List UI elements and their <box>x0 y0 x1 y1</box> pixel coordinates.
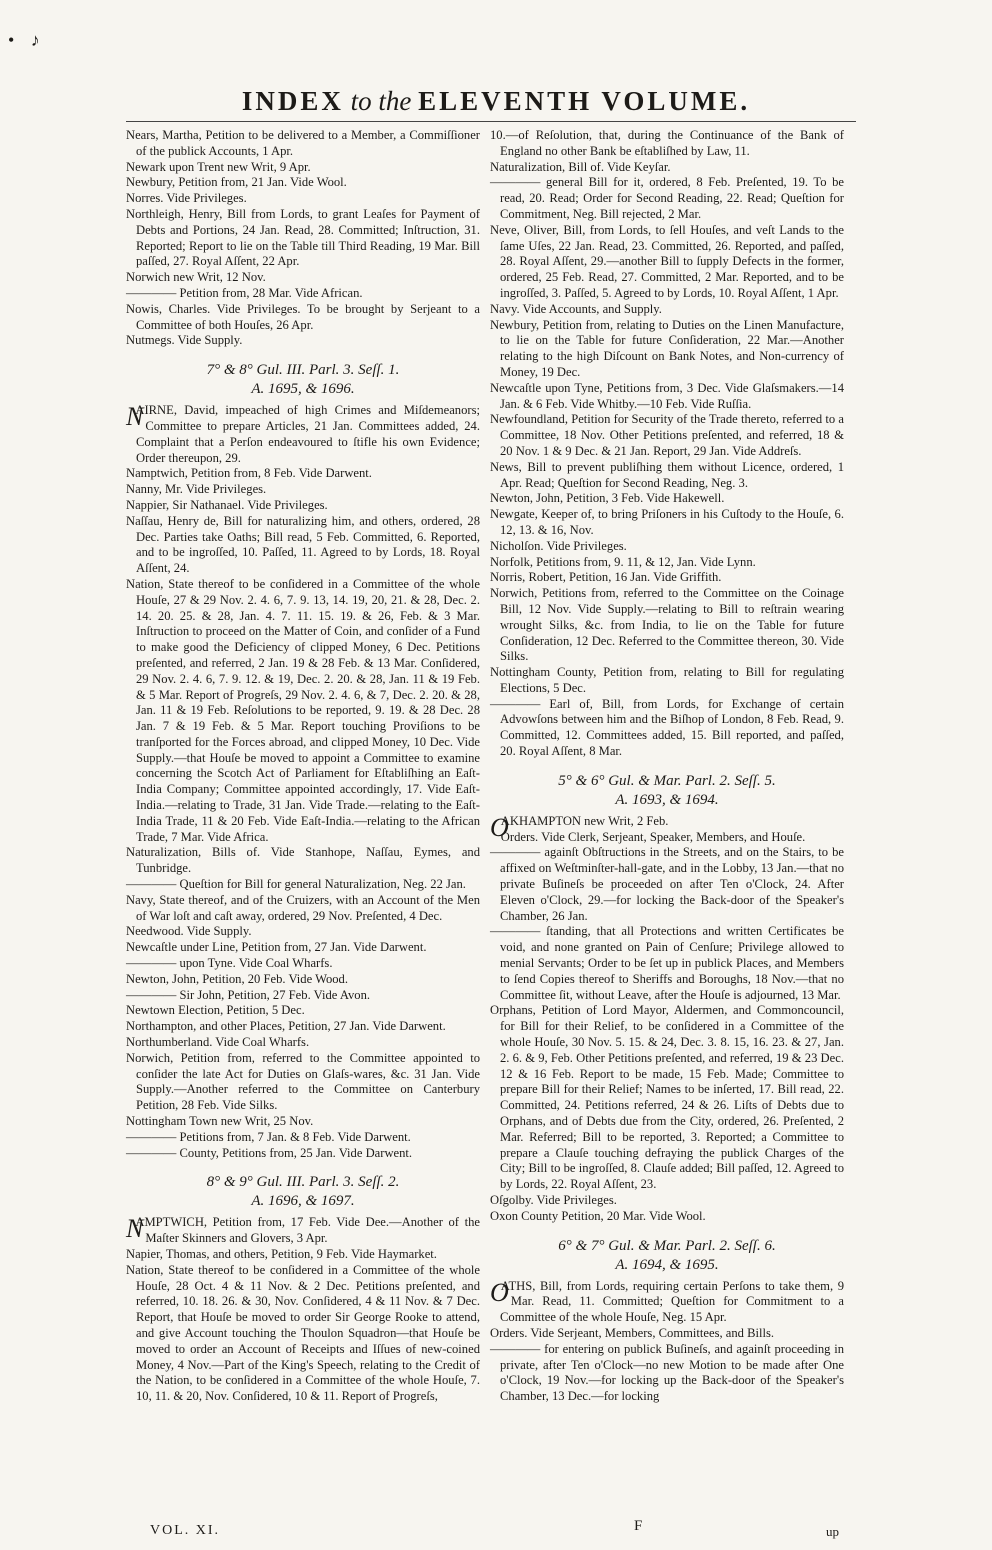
index-entry: ———— general Bill for it, ordered, 8 Feb. Preſented, 19. To be read, 20. Read; Order for Second Reading, 22. Read; Queſtion for Commitment, Neg. Bill rejected, 2 Mar. <box>490 175 844 221</box>
index-entry: Oxon County Petition, 20 Mar. Vide Wool. <box>490 1208 706 1223</box>
left-session-heading-2: 8° & 9° Gul. III. Parl. 3. Seſſ. 2. A. 1696, & 1697. <box>206 1174 400 1210</box>
index-entry: Orders. Vide Clerk, Serjeant, Speaker, Members, and Houſe. <box>500 829 806 844</box>
index-entry: Nappier, Sir Nathanael. Vide Privileges. <box>126 497 328 512</box>
index-entry: Navy, State thereof, and of the Cruizers, with an Account of the Men of War loſt and caſt away, ordered, 29 Nov. Preſented, 4 Dec. <box>126 892 480 923</box>
signature-mark: F <box>634 1518 643 1534</box>
index-entry: Norres. Vide Privileges. <box>126 191 247 206</box>
index-entry: Needwood. Vide Supply. <box>126 924 252 939</box>
index-entry: Naturalization, Bill of. Vide Keyſar. <box>490 159 671 174</box>
index-entry: Norwich new Writ, 12 Nov. <box>126 270 266 285</box>
index-entry: Nottingham County, Petition from, relating to Bill for regulating Elections, 5 Dec. <box>490 665 844 695</box>
index-entry: Newbury, Petition from, 21 Jan. Vide Wool. <box>126 175 347 190</box>
index-entry: Newcaſtle upon Tyne, Petitions from, 3 Dec. Vide Glaſsmakers.—14 Jan. & 6 Feb. Vide Whitby.—10 Feb. Vide Ruſſia. <box>490 380 844 411</box>
index-entry: ATHS, Bill, from Lords, requiring certain Perſons to take them, 9 Mar. Read, 11. Committed; Queſtion for Commitment to a Committee of the whole Houſe, Neg. 15 Apr. <box>500 1278 844 1325</box>
right-session-heading-2: 6° & 7° Gul. & Mar. Parl. 2. Seſſ. 6. A. 1694, & 1695. <box>558 1237 776 1273</box>
index-entry: 10.—of Reſolution, that, during the Continuance of the Bank of England no other Bank be eſtabliſhed by Law, 11. <box>490 128 844 158</box>
index-entry: ———— upon Tyne. Vide Coal Wharfs. <box>126 956 333 971</box>
index-entry: ———— againſt Obſtructions in the Streets, and on the Stairs, to be affixed on Weſtminſter-hall-gate, and in the Lobby, 13 Jan.—that no private Buſineſs be proceeded on after Ten o'Clock, 24. After Eleven o'Clock, 29.—for locking the Back-door of the Speaker's Chamber, 26 Jan. <box>490 845 844 923</box>
index-entry: Nanny, Mr. Vide Privileges. <box>126 482 267 497</box>
title-to-the: to the <box>343 86 419 116</box>
index-entry: Naſſau, Henry de, Bill for naturalizing him, and others, ordered, 28 Dec. Parties take Oaths; Bill read, 5 Feb. Committed, 6. Reported, and to be ingroſſed, 10. Paſſed, 11. Agreed to by Lords, 18. Royal Aſſent, 24. <box>126 513 480 576</box>
index-entry: AKHAMPTON new Writ, 2 Feb. <box>500 813 669 828</box>
index-entry: Orphans, Petition of Lord Mayor, Aldermen, and Commoncouncil, for Bill for their Relief, to be conſidered in a Committee of the whole Houſe, 30 Nov. 5. 15. & 24, Dec. 3. 8. 15, 16. 23. & 27, Jan. 2. 6. & 9, Feb. Other Petitions preſented, and referred, 19 & 23 Dec. 12 & 16 Feb. Report to be made, 15 Feb. Made; Committee to prepare Bill for their Relief; Names to be inſerted, 17. Bill read, 22. Committed, 24. Petitions referred, 24 & 26. Liſts of Debts due to Orphans, and of Debts due from the City, ordered, 26. Preſented, 2 Mar. Referred; Bill to be reported, 3. Reported; a Committee to prepare a Clauſe touching defraying the publick Charges of the City; Bill to be ingroſſed, 8. Clauſe added; Bill paſſed, 12. Agreed to by Lords, 22. Royal Aſſent, 23. <box>490 1003 844 1192</box>
index-entry: Navy. Vide Accounts, and Supply. <box>490 301 662 316</box>
drop-capital: O <box>490 812 509 842</box>
index-entry: Napier, Thomas, and others, Petition, 9 Feb. Vide Haymarket. <box>126 1247 437 1261</box>
index-entry: Newcaſtle under Line, Petition from, 27 Jan. Vide Darwent. <box>126 940 427 955</box>
right-entries-c <box>490 1279 844 1405</box>
index-entry: Newark upon Trent new Writ, 9 Apr. <box>126 159 311 174</box>
index-entry: Norwich, Petitions from, referred to the Committee on the Coinage Bill, 12 Nov. Vide Supply.—relating to Bill to reſtrain wearing wrought Silks, &c. from India, to lie on the Table for future Conſideration, 12 Dec. Referred to the Committee thereon, 30. Vide Silks. <box>490 586 844 664</box>
index-entry: Nation, State thereof to be conſidered in a Committee of the whole Houſe, 27 & 29 Nov. 2. 4. 6, 7. 9. 13, 14. 19, 20, 21. & 28, Dec. 2. 14. 20. 25. & 28, Jan. 4. 7. 11. 15. 19. & 26, Feb. & 3 Mar. Inſtruction to proceed on the Matter of Coin, and conſider of a Fund to make good the Deficiency of clipped Money, 6 Dec. Petitions preſented, and referred, 2 Jan. 19 & 28 Feb. & 13 Mar. Conſidered, 29 Nov. 2. 4. 6, 7. 9. 12. & 19, Dec. 2. 20. & 28, Jan. 11 & 19 Feb. & 5 Mar. Report of Progreſs, 29 Nov. 2. 4. 6, & 7, Dec. 2. 20. & 28, Jan. 11 & 19 Feb. Reſolutions to be reported, 9. 19. & 28 Dec. 28 Jan. 7 & 19 Feb. & 5 Mar. Report touching Proviſions to be tranſported for the Forces abroad, and clipped Money, 10 Dec. Vide Supply.—that Houſe be moved to appoint a Committee to examine concerning the Scotch Act of Parliament for Eſtabliſhing an Eaſt-India Company; Committee appointed accordingly, 17. Vide Eaſt-India.—relating to Trade, 31 Jan. Vide Trade.—relating to the Eaſt-India Trade, 11 & 20 Feb. Vide Eaſt-India.—relating to the African Trade, 7 Mar. Vide Africa. <box>126 576 480 844</box>
page-title <box>0 86 992 117</box>
index-entry: Northleigh, Henry, Bill from Lords, to grant Leaſes for Payment of Debts and Portions, 24 Jan. Read, 28. Committed; Inſtruction, 31. Reported; Report to lie on the Table till Third Reading, 19 Mar. Bill paſſed, 27. Royal Aſſent, 22 Apr. <box>126 206 480 269</box>
index-entry: Neve, Oliver, Bill, from Lords, to ſell Houſes, and veſt Lands to the ſame Uſes, 22 Jan. Read, 23. Committed, 26. Reported, and paſſed, 28. Royal Aſſent, 29.—another Bill to ſupply Defects in the former, ordered, 25 Feb. Read, 27. Committed, 2 Mar. Reported, and to be ingroſſed, 3. Paſſed, 5. Agreed to by Lords, 10. Royal Aſſent, 1 Apr. <box>490 222 844 300</box>
index-entry: News, Bill to prevent publiſhing them without Licence, ordered, 1 Apr. Read; Queſtion for Second Reading, Neg. 3. <box>490 459 844 490</box>
index-entry: Orders. Vide Serjeant, Members, Committees, and Bills. <box>490 1325 775 1340</box>
right-entries-a <box>490 128 844 760</box>
right-session-heading-1: 5° & 6° Gul. & Mar. Parl. 2. Seſſ. 5. A. 1693, & 1694. <box>558 772 776 808</box>
index-entry: Newtown Election, Petition, 5 Dec. <box>126 1003 305 1018</box>
volume-footer: VOL. XI. <box>150 1523 221 1538</box>
index-entry: ———— Petition from, 28 Mar. Vide African. <box>126 285 363 300</box>
index-entry: AIRNE, David, impeached of high Crimes and Miſdemeanors; Committee to prepare Articles, 21 Jan. Committees added, 24. Complaint that a Perſon endeavoured to ſtifle his own Evidence; Order thereupon, 29. <box>135 403 480 465</box>
right-entries-b <box>490 814 844 1225</box>
index-entry: Newfoundland, Petition for Security of the Trade thereto, referred to a Committee, 18 Nov. Other Petitions preſented, and referred, 18 & 20 Nov. 1 & 9 Dec. & 21 Jan. Report, 29 Jan. Vide Addreſs. <box>490 412 844 458</box>
left-session-heading-1: 7° & 8° Gul. III. Parl. 3. Seſſ. 1. A. 1695, & 1696. <box>206 362 400 398</box>
index-entry: Newbury, Petition from, relating to Duties on the Linen Manufacture, to lie on the Table for future Conſideration, 22 Mar.—Another relating to the high Diſcount on Bank Notes, and Non-currency of Money, 19 Dec. <box>490 317 844 379</box>
index-entry: ———— Queſtion for Bill for general Naturalization, Neg. 22 Jan. <box>126 877 466 892</box>
index-entry: Oſgolby. Vide Privileges. <box>490 1193 617 1207</box>
left-entries-c <box>126 1215 480 1405</box>
index-entry: Newton, John, Petition, 3 Feb. Vide Hakewell. <box>490 491 725 506</box>
catchword: up <box>826 1524 839 1539</box>
index-entry: Newgate, Keeper of, to bring Priſoners in his Cuſtody to the Houſe, 6. 12, 13. & 16, Nov. <box>490 507 844 537</box>
drop-capital: O <box>490 1277 509 1307</box>
index-entry: Norwich, Petition from, referred to the Committee appointed to conſider the late Act for Duties on Glaſs-wares, &c. 31 Jan. Vide Supply.—Another referred to the Committee on Canterbury Petition, 28 Feb. Vide Silks. <box>126 1050 480 1113</box>
index-entry: Nottingham Town new Writ, 25 Nov. <box>126 1114 314 1129</box>
index-entry: Nation, State thereof to be conſidered in a Committee of the whole Houſe, 28 Oct. 4 & 11 Nov. & 2 Dec. Petitions preſented, and referred, 10. 18. 26. & 30, Nov. Conſidered, 4 & 11 Nov. & 7 Dec. Report, that Houſe be moved to order Sir George Rooke to attend, and give Account touching the Thoulon Squadron—that Houſe be moved to order an Account of Receipts and Iſſues of new-coined Money, 4 Nov.—Part of the King's Speech, relating to the Credit of the Nation, to be conſidered in a Committee of the whole Houſe, 7. 10, 11. & 20, Nov. Conſidered, 10 & 11. Report of Progreſs, <box>126 1262 480 1404</box>
left-column <box>126 128 480 1405</box>
left-entries-b <box>126 403 480 1161</box>
index-entry: Northampton, and other Places, Petition, 27 Jan. Vide Darwent. <box>126 1019 446 1034</box>
title-rule <box>126 121 856 122</box>
index-entry: AMPTWICH, Petition from, 17 Feb. Vide Dee.—Another of the Maſter Skinners and Glovers, 3 Apr. <box>135 1215 480 1246</box>
index-entry: Namptwich, Petition from, 8 Feb. Vide Darwent. <box>126 466 372 481</box>
index-entry: ———— County, Petitions from, 25 Jan. Vide Darwent. <box>126 1145 413 1160</box>
index-entry: ———— Petitions from, 7 Jan. & 8 Feb. Vide Darwent. <box>126 1129 411 1144</box>
drop-capital: N <box>126 1214 144 1244</box>
index-entry: Nutmegs. Vide Supply. <box>126 333 243 348</box>
index-entry: Nicholſon. Vide Privileges. <box>490 538 627 553</box>
index-entry: ———— Earl of, Bill, from Lords, for Exchange of certain Advowſons between him and the Biſhop of London, 8 Feb. Read, 9. Committed, 12. Committees added, 15. Bill reported, and paſſed, 20. Royal Aſſent, 8 Mar. <box>490 696 844 759</box>
index-entry: Naturalization, Bills of. Vide Stanhope, Naſſau, Eymes, and Tunbridge. <box>126 845 480 876</box>
index-entry: Nears, Martha, Petition to be delivered to a Member, a Commiſſioner of the publick Accounts, 1 Apr. <box>126 128 480 158</box>
index-entry: Norfolk, Petitions from, 9. 11, & 12, Jan. Vide Lynn. <box>490 554 756 569</box>
top-mark: • ♪ <box>8 30 46 50</box>
index-entry: Newton, John, Petition, 20 Feb. Vide Wood. <box>126 971 349 986</box>
index-entry: Nowis, Charles. Vide Privileges. To be brought by Serjeant to a Committee of both Houſes, 26 Apr. <box>126 301 480 332</box>
drop-capital: N <box>126 402 144 432</box>
index-entry: Norris, Robert, Petition, 16 Jan. Vide Griffith. <box>490 570 722 585</box>
index-entry: ———— Sir John, Petition, 27 Feb. Vide Avon. <box>126 987 371 1002</box>
right-column <box>490 128 844 1405</box>
index-entry: ———— ſtanding, that all Protections and written Certificates be void, and none granted on Pain of Cenſure; Privilege allowed to menial Servants; Order to be ſet up in publick Places, and Members to ſend Copies thereof to Sheriffs and Boroughs, 18 Nov.—that no Committee ſit, without Leave, after the Houſe is adjourned, 13 Mar. <box>490 924 844 1002</box>
title-index: INDEX <box>241 86 344 116</box>
left-entries-a <box>126 128 480 349</box>
title-volume: ELEVENTH VOLUME. <box>418 86 751 116</box>
index-entry: Northumberland. Vide Coal Wharfs. <box>126 1035 310 1050</box>
index-entry: ———— for entering on publick Buſineſs, and againſt proceeding in private, after Ten o'Clock—no new Motion to be made after One o'Clock, 19 Nov.—for locking up the Back-door of the Speaker's Chamber, 13 Dec.—for locking <box>490 1341 844 1404</box>
